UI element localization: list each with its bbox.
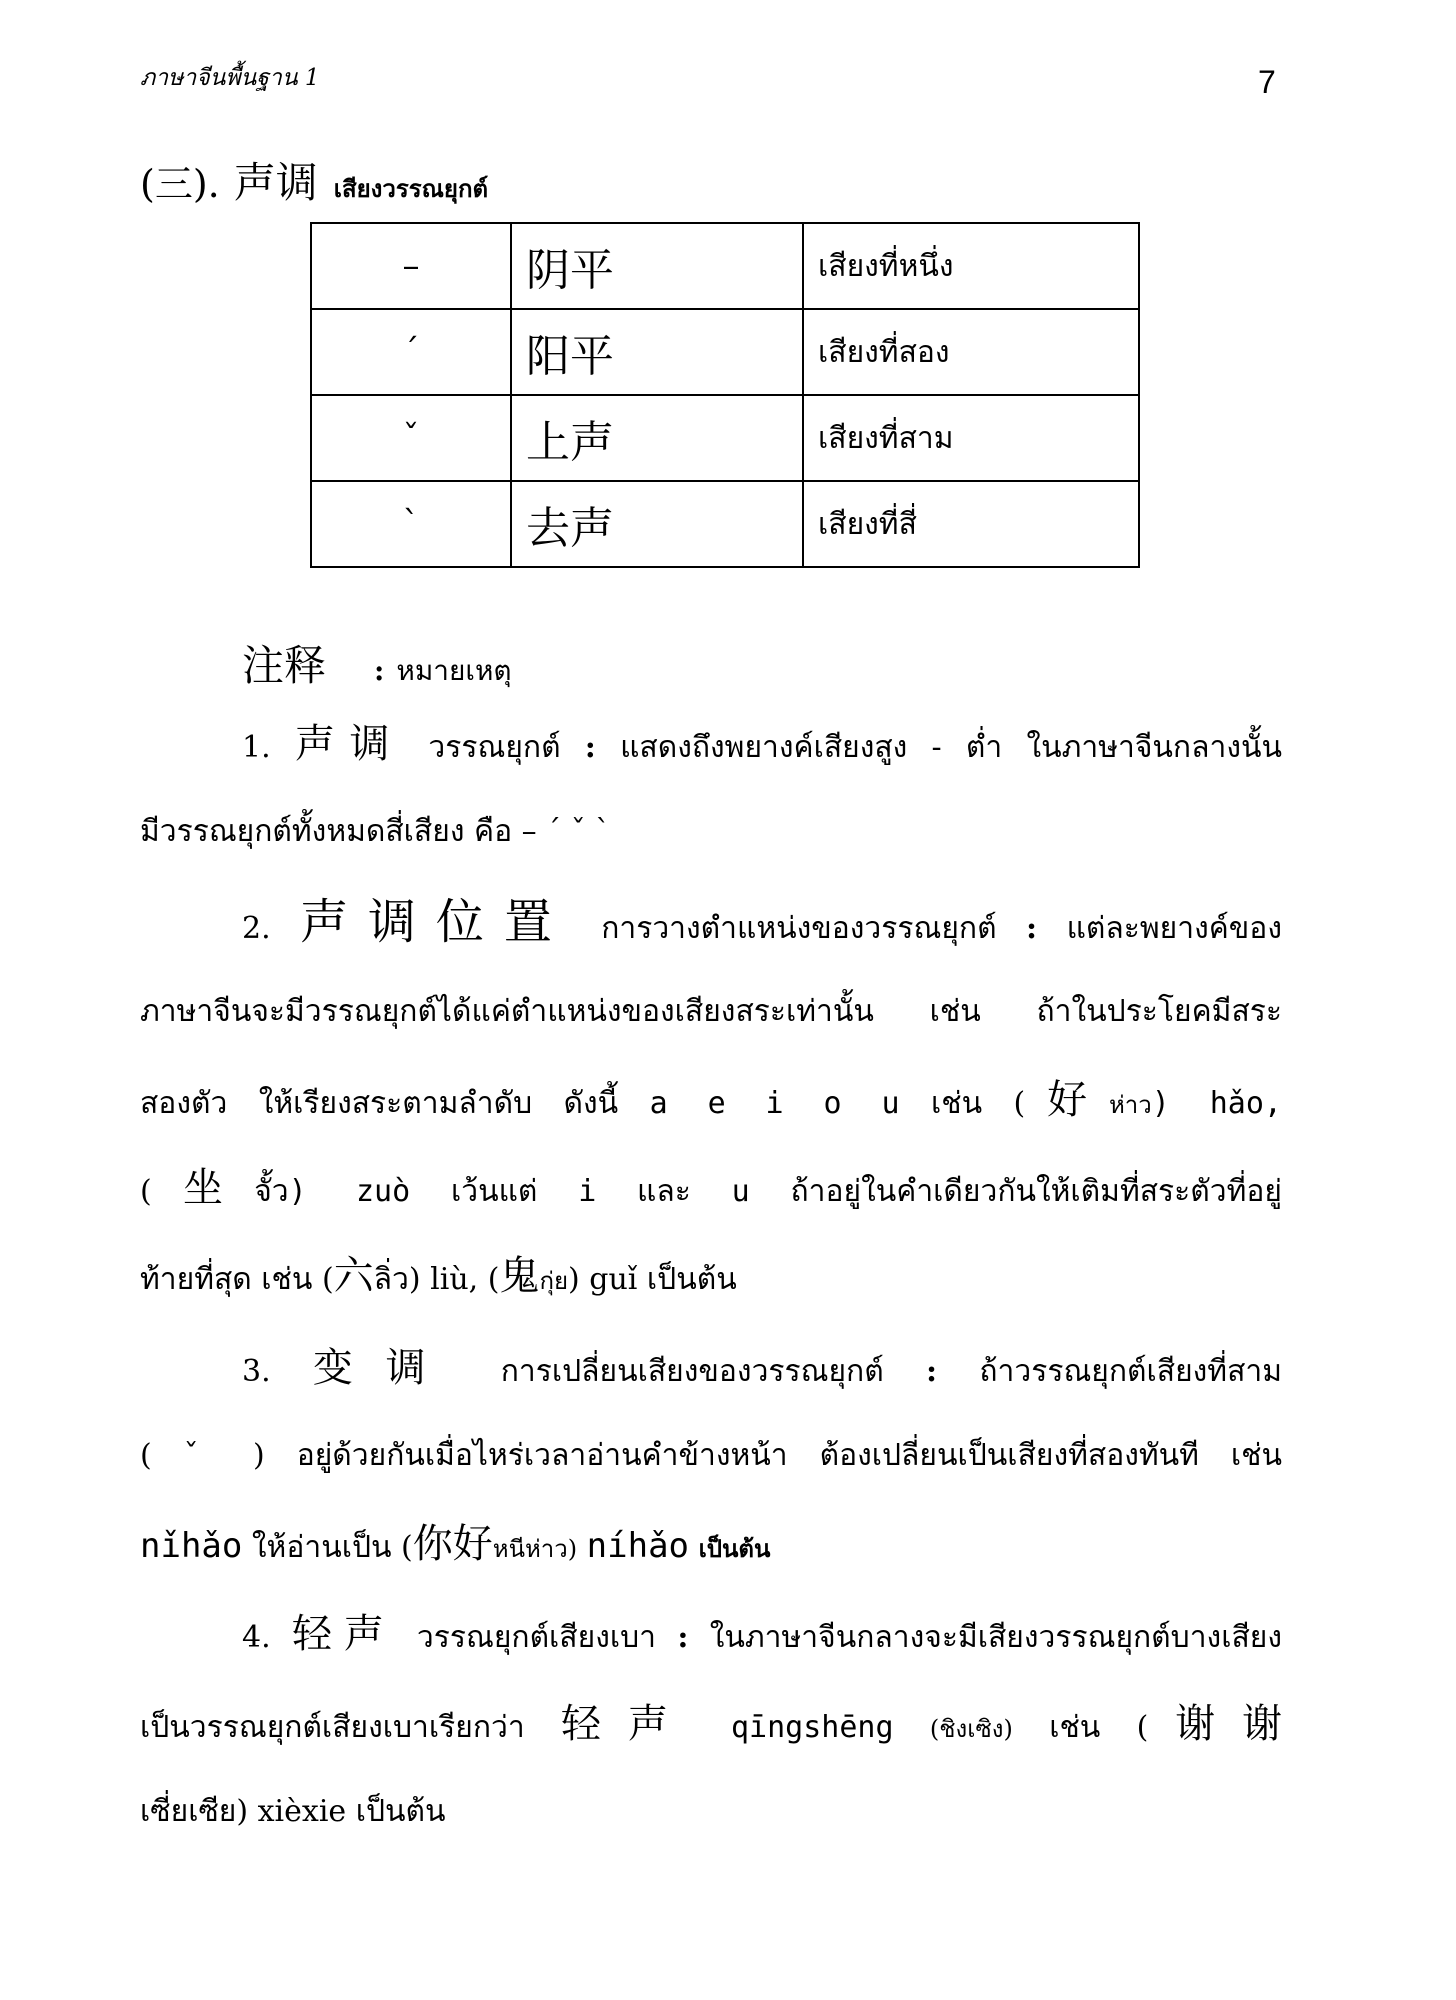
tone-name: 去声 <box>511 481 803 567</box>
example-zh: 鬼 <box>499 1253 540 1299</box>
example-zh: 坐 <box>151 1165 255 1211</box>
item-text: เช่น ( <box>1049 1710 1149 1745</box>
item-term-th: การเปลี่ยนเสียงของวรรณยุกต์ <box>500 1354 884 1389</box>
item-text: ในภาษาจีนกลางจะมีเสียงวรรณยุกต์บางเสียง <box>709 1620 1282 1655</box>
example-pinyin: nǐhǎo <box>140 1526 243 1566</box>
note-heading <box>242 633 512 693</box>
section-title-th: เสียงวรรณยุกต์ <box>333 174 489 203</box>
item-text: ถ้าวรรณยุกต์เสียงที่สาม <box>979 1354 1283 1389</box>
item-text: ให้อ่านเป็น ( <box>251 1530 413 1565</box>
item-text: เว้นแต่ <box>450 1174 538 1209</box>
example-pinyin: ) hǎo, <box>1151 1086 1282 1121</box>
table-row <box>311 309 1139 395</box>
vowel: i <box>578 1174 597 1209</box>
tone-mark: ˊ <box>311 309 511 395</box>
note-title-th: หมายเหตุ <box>396 654 512 687</box>
item-text: เช่น ( <box>931 1086 1026 1121</box>
item-term-zh: 轻声 <box>291 1611 396 1657</box>
note-title-zh: 注释 <box>242 641 327 690</box>
item-2-line-2: ภาษาจีนจะมีวรรณยุกต์ได้แค่ตำแหน่งของเสียงสระเท่านั้น เช่น ถ้าในประโยคมีสระ <box>140 994 1282 1029</box>
example-zh: 轻声 <box>561 1701 695 1747</box>
running-title: ภาษาจีนพื้นฐาน 1 <box>140 65 320 91</box>
item-colon: : <box>1026 911 1038 946</box>
item-colon: : <box>926 1354 938 1389</box>
table-row <box>311 223 1139 309</box>
table-row <box>311 395 1139 481</box>
item-term-th: วรรณยุกต์เสียงเบา <box>416 1620 656 1655</box>
tone-mark: ˇ <box>311 395 511 481</box>
item-4-line-2 <box>140 1702 1282 1751</box>
example-zh: 好 <box>1025 1077 1109 1123</box>
item-1-line-2: มีวรรณยุกต์ทั้งหมดสี่เสียง คือ – ˊ ˇ ˋ <box>140 814 611 849</box>
item-term-th: วรรณยุกต์ <box>428 730 561 765</box>
example-zh: 六 <box>333 1253 374 1299</box>
item-2-line-4 <box>140 1166 1282 1214</box>
item-text: แต่ละพยางค์ของ <box>1066 911 1282 946</box>
vowel: u <box>731 1174 750 1209</box>
item-2-line-1 <box>242 894 1282 951</box>
item-number: 4. <box>242 1620 271 1655</box>
example-th: กุ่ย <box>539 1267 569 1295</box>
item-text: สองตัว ให้เรียงสระตามลำดับ ดังนี้ <box>140 1086 619 1121</box>
tone-thai: เสียงที่สี่ <box>803 481 1139 567</box>
item-text: และ <box>637 1174 691 1209</box>
example-zh: 谢谢 <box>1148 1701 1282 1747</box>
item-term-zh: 声调位置 <box>300 894 572 950</box>
item-2-line-3 <box>140 1078 1282 1127</box>
table-row <box>311 481 1139 567</box>
item-text: ถ้าอยู่ในคำเดียวกันให้เติมที่สระตัวที่อยู่ <box>790 1174 1282 1209</box>
item-term-zh: 变调 <box>312 1345 459 1391</box>
tone-name: 阴平 <box>511 223 803 309</box>
item-3-line-2: ( ˇ ) อยู่ด้วยกันเมื่อไหร่เวลาอ่านคำข้างหน้า ต้องเปลี่ยนเป็นเสียงที่สองทันที เช่น <box>140 1438 1282 1473</box>
tone-table <box>310 222 1140 568</box>
example-pinyin: ) guǐ เป็นต้น <box>568 1262 737 1297</box>
item-colon: : <box>677 1620 689 1655</box>
tone-thai: เสียงที่สาม <box>803 395 1139 481</box>
section-number: (三). <box>140 162 220 206</box>
example-th: ห่าว <box>1108 1091 1152 1119</box>
example-pinyin: จั้ว) zuò <box>254 1174 411 1209</box>
section-title-zh: 声调 <box>233 158 318 207</box>
item-text: เป็นวรรณยุกต์เสียงเบาเรียกว่า <box>140 1710 525 1745</box>
item-4-line-1 <box>242 1612 1282 1660</box>
example-th: หนีห่าว) <box>492 1535 578 1563</box>
item-text: ( <box>140 1174 152 1209</box>
item-number: 3. <box>242 1354 271 1389</box>
item-2-line-5 <box>140 1254 1282 1303</box>
tone-name: 上声 <box>511 395 803 481</box>
example-pinyin: qīngshēng <box>730 1710 894 1745</box>
item-text: เป็นต้น <box>698 1534 771 1563</box>
example-pinyin: níhǎo <box>586 1526 690 1566</box>
tone-name: 阳平 <box>511 309 803 395</box>
section-heading <box>140 150 488 210</box>
page-number: 7 <box>1258 64 1276 100</box>
tone-thai: เสียงที่สอง <box>803 309 1139 395</box>
item-4-line-3: เซี่ยเซีย) xièxie เป็นต้น <box>140 1794 446 1829</box>
item-1-line-1 <box>242 722 1282 770</box>
item-3-line-1 <box>242 1346 1282 1394</box>
tone-mark: ˋ <box>311 481 511 567</box>
item-number: 2. <box>242 911 271 946</box>
item-term-zh: 声调 <box>294 721 405 767</box>
item-text: ท้ายที่สุด เช่น ( <box>140 1262 334 1297</box>
item-number: 1. <box>242 730 271 765</box>
example-pinyin: ลิ่ว) liù, ( <box>373 1262 500 1297</box>
item-colon: : <box>584 730 596 765</box>
item-text: แสดงถึงพยางค์เสียงสูง - ต่ำ ในภาษาจีนกลางนั้น <box>620 730 1282 765</box>
tone-thai: เสียงที่หนึ่ง <box>803 223 1139 309</box>
example-zh: 你好 <box>412 1521 493 1567</box>
item-term-th: การวางตำแหน่งของวรรณยุกต์ <box>601 911 997 946</box>
example-th: (ชิงเซิง) <box>929 1715 1013 1743</box>
tone-mark: – <box>311 223 511 309</box>
note-colon: : <box>374 654 385 687</box>
vowel-order: a e i o u <box>649 1086 900 1121</box>
item-3-line-3 <box>140 1522 1282 1571</box>
